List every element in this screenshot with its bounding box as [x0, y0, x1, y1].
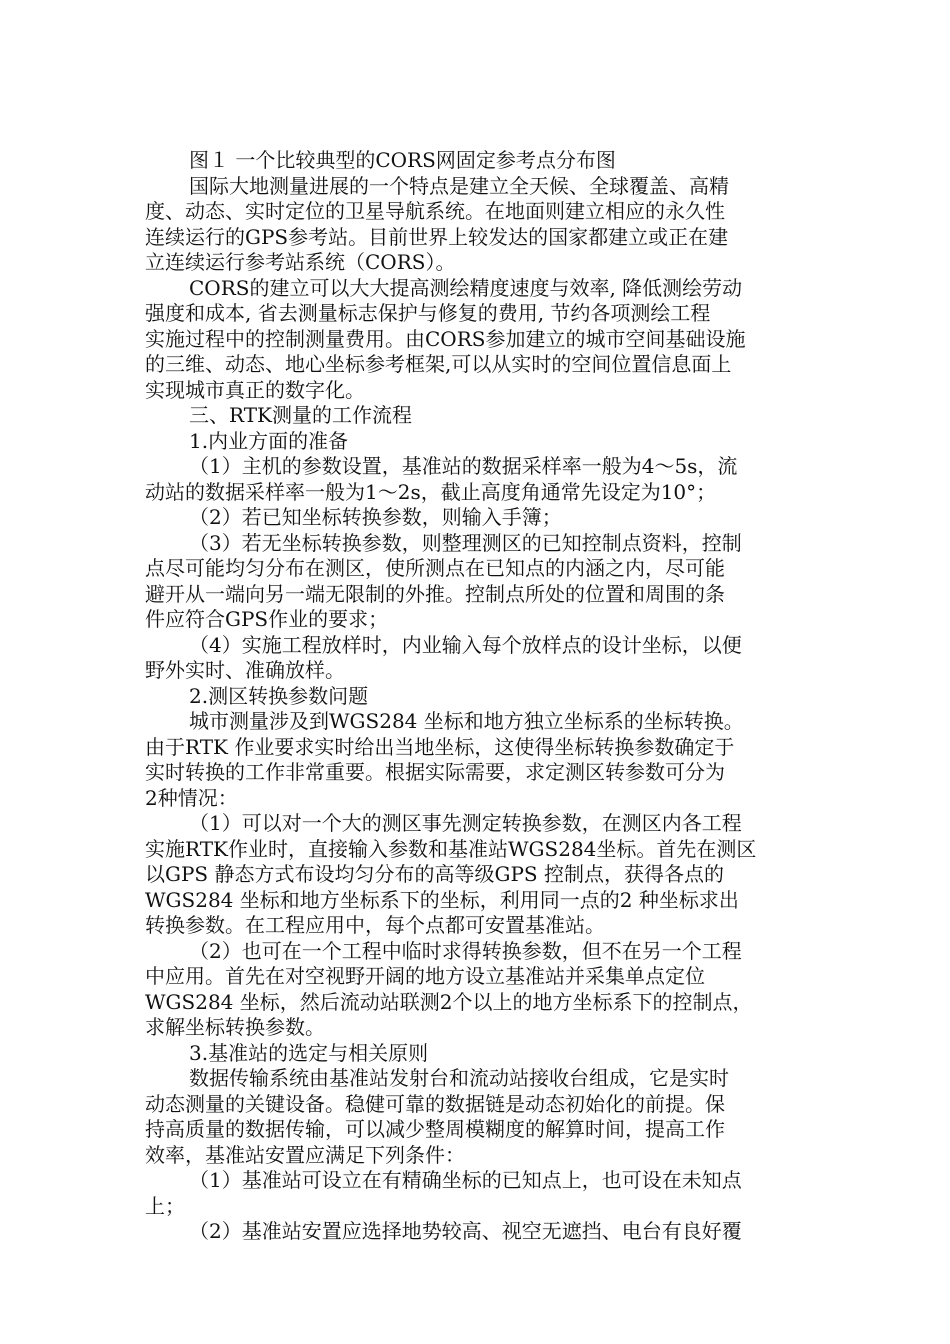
- text-line: 1.内业方面的准备: [189, 428, 349, 453]
- text-line: WGS284 坐标和地方坐标系下的坐标，利用同一点的2 种坐标求出: [145, 887, 739, 912]
- text-line: 强度和成本, 省去测量标志保护与修复的费用, 节约各项测绘工程: [145, 301, 711, 325]
- text-line: 实施RTK作业时，直接输入参数和基准站WGS284坐标。首先在测区: [145, 836, 757, 861]
- document-body: [145, 148, 805, 1245]
- figure-caption: 图１ 一个比较典型的CORS网固定参考点分布图: [189, 148, 616, 172]
- text-line: （2）若已知坐标转换参数，则输入手簿；: [189, 505, 562, 529]
- text-line: 实施过程中的控制测量费用。由CORS参加建立的城市空间基础设施: [145, 326, 746, 351]
- text-line: （4）实施工程放样时，内业输入每个放样点的设计坐标，以便: [189, 632, 742, 657]
- text-line: 避开从一端向另一端无限制的外推。控制点所处的位置和周围的条: [145, 581, 725, 606]
- text-line: 2.测区转换参数问题: [189, 683, 369, 708]
- text-line: 2种情况：: [145, 785, 238, 810]
- text-line: 转换参数。在工程应用中，每个点都可安置基准站。: [145, 913, 605, 937]
- text-line: 持高质量的数据传输，可以减少整周模糊度的解算时间，提高工作: [145, 1117, 725, 1141]
- text-line: （1）主机的参数设置，基准站的数据采样率一般为4～5s，流: [189, 454, 738, 478]
- text-line: 件应符合GPS作业的要求；: [145, 607, 389, 631]
- text-line: （1）可以对一个大的测区事先测定转换参数，在测区内各工程: [189, 811, 742, 835]
- text-line: 以GPS 静态方式布设均匀分布的高等级GPS 控制点，获得各点的: [145, 862, 724, 886]
- text-line: （3）若无坐标转换参数，则整理测区的已知控制点资料，控制: [189, 530, 742, 555]
- text-line: 实现城市真正的数字化。: [145, 377, 365, 402]
- text-line: （1）基准站可设立在有精确坐标的已知点上，也可设在未知点: [189, 1168, 742, 1192]
- text-line: 动态测量的关键设备。稳健可靠的数据链是动态初始化的前提。保: [145, 1091, 725, 1116]
- text-line: 的三维、动态、地心坐标参考框架,可以从实时的空间位置信息面上: [145, 352, 732, 376]
- text-line: 野外实时、准确放样。: [145, 658, 345, 682]
- text-line: 效率，基准站安置应满足下列条件：: [145, 1142, 465, 1167]
- text-line: （2）基准站安置应选择地势较高、视空无遮挡、电台有良好覆: [189, 1219, 742, 1243]
- text-line: 点尽可能均匀分布在测区，使所测点在已知点的内涵之内，尽可能: [145, 556, 725, 580]
- text-line: 城市测量涉及到WGS284 坐标和地方独立坐标系的坐标转换。: [189, 709, 744, 733]
- text-line: 实时转换的工作非常重要。根据实际需要，求定测区转参数可分为: [145, 760, 725, 784]
- text-line: 求解坐标转换参数。: [145, 1015, 325, 1039]
- text-line: 3.基准站的选定与相关原则: [189, 1040, 429, 1065]
- text-line: 立连续运行参考站系统（CORS）。: [145, 250, 456, 274]
- text-line: 上；: [145, 1193, 185, 1218]
- text-line: 动站的数据采样率一般为1～2s，截止高度角通常先设定为10°；: [145, 479, 717, 504]
- text-line: 中应用。首先在对空视野开阔的地方设立基准站并采集单点定位: [145, 964, 705, 988]
- text-line: （2）也可在一个工程中临时求得转换参数，但不在另一个工程: [189, 938, 742, 963]
- text-line: CORS的建立可以大大提高测绘精度速度与效率, 降低测绘劳动: [189, 275, 743, 300]
- text-line: 数据传输系统由基准站发射台和流动站接收台组成，它是实时: [189, 1066, 729, 1090]
- text-line: 度、动态、实时定位的卫星导航系统。在地面则建立相应的永久性: [145, 199, 725, 223]
- text-line: 三、RTK测量的工作流程: [189, 403, 412, 427]
- text-line: 由于RTK 作业要求实时给出当地坐标，这使得坐标转换参数确定于: [145, 734, 735, 759]
- text-line: WGS284 坐标，然后流动站联测2个以上的地方坐标系下的控制点，: [145, 989, 753, 1014]
- text-line: 国际大地测量进展的一个特点是建立全天候、全球覆盖、高精: [189, 173, 729, 198]
- text-line: 连续运行的GPS参考站。目前世界上较发达的国家都建立或正在建: [145, 224, 729, 249]
